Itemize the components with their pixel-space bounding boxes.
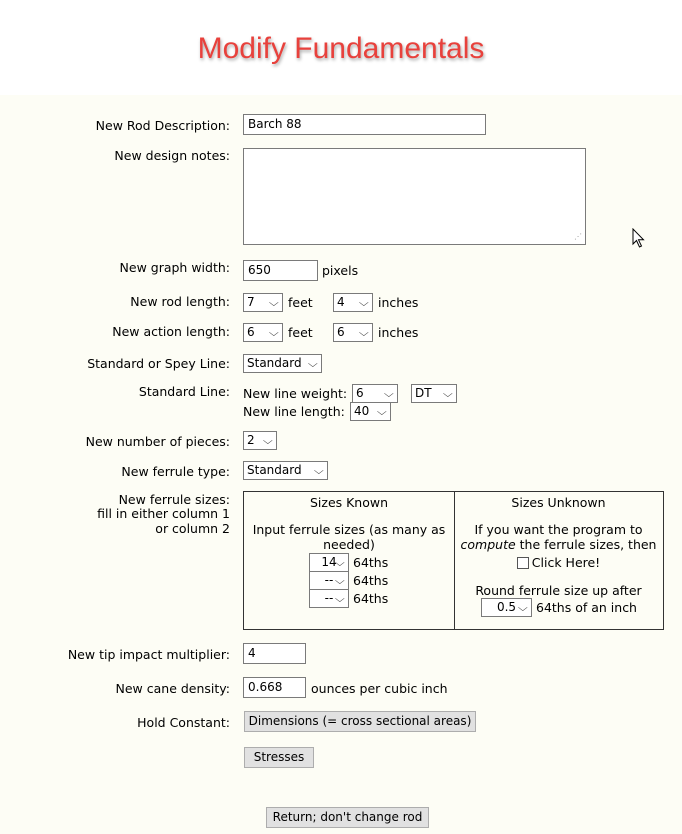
sizes-known-column bbox=[244, 492, 455, 629]
chevron-down-icon: ⌵ bbox=[263, 436, 274, 447]
chevron-down-icon: ⌵ bbox=[308, 359, 319, 370]
design-notes-label: New design notes: bbox=[114, 148, 230, 163]
ferrule-sizes-hint-1: fill in either column 1 bbox=[97, 506, 230, 521]
stresses-button[interactable]: Stresses bbox=[244, 747, 314, 768]
ferrule-type-label: New ferrule type: bbox=[121, 464, 230, 479]
compute-checkbox[interactable] bbox=[517, 557, 529, 569]
chevron-down-icon: ⌵ bbox=[335, 558, 346, 569]
compute-text-line2: compute the ferrule sizes, then bbox=[460, 537, 657, 552]
action-length-feet-unit: feet bbox=[288, 325, 313, 340]
resize-grip-icon[interactable]: ⋰ bbox=[574, 232, 582, 241]
design-notes-textarea[interactable] bbox=[243, 148, 586, 245]
chevron-down-icon: ⌵ bbox=[377, 407, 388, 418]
compute-checkbox-label[interactable]: Click Here! bbox=[531, 555, 601, 570]
chevron-down-icon: ⌵ bbox=[335, 576, 346, 587]
return-button[interactable]: Return; don't change rod bbox=[266, 807, 429, 828]
line-length-select[interactable]: 40 ⌵ bbox=[350, 402, 391, 421]
line-length-label: New line length: bbox=[243, 404, 345, 419]
graph-width-input[interactable]: 650 bbox=[243, 260, 318, 281]
action-length-feet-select[interactable]: 6 ⌵ bbox=[243, 323, 283, 342]
sizes-unknown-header: Sizes Unknown bbox=[511, 495, 606, 510]
ferrule-size-select-2[interactable]: -- ⌵ bbox=[309, 571, 349, 590]
ferrule-sizes-hint-2: or column 2 bbox=[155, 521, 230, 536]
line-type-select[interactable]: Standard ⌵ bbox=[243, 354, 322, 373]
graph-width-unit: pixels bbox=[322, 263, 359, 278]
compute-checkbox-row bbox=[454, 555, 663, 570]
rod-description-label: New Rod Description: bbox=[95, 118, 230, 133]
action-length-inches-select[interactable]: 6 ⌵ bbox=[333, 323, 373, 342]
line-weight-label: New line weight: bbox=[243, 386, 348, 401]
chevron-down-icon: ⌵ bbox=[269, 298, 280, 309]
rod-description-input[interactable]: Barch 88 bbox=[243, 114, 486, 135]
chevron-down-icon: ⌵ bbox=[359, 298, 370, 309]
chevron-down-icon: ⌵ bbox=[359, 328, 370, 339]
line-type-label: Standard or Spey Line: bbox=[87, 356, 230, 371]
ferrule-sizes-label: New ferrule sizes: bbox=[118, 492, 230, 507]
graph-width-label: New graph width: bbox=[119, 260, 230, 275]
line-taper-select[interactable]: DT ⌵ bbox=[411, 384, 457, 403]
ferrule-size-unit: 64ths bbox=[353, 573, 389, 588]
chevron-down-icon: ⌵ bbox=[518, 603, 529, 614]
ferrule-size-unit: 64ths bbox=[353, 555, 389, 570]
compute-text-line1: If you want the program to bbox=[474, 522, 643, 537]
ferrule-type-select[interactable]: Standard ⌵ bbox=[243, 461, 328, 480]
chevron-down-icon: ⌵ bbox=[384, 389, 395, 400]
rod-length-feet-select[interactable]: 7 ⌵ bbox=[243, 293, 283, 312]
ferrule-sizes-table bbox=[243, 491, 664, 630]
action-length-label: New action length: bbox=[112, 324, 230, 339]
mouse-cursor-icon bbox=[632, 228, 646, 248]
round-size-select[interactable]: 0.5 ⌵ bbox=[481, 598, 532, 617]
chevron-down-icon: ⌵ bbox=[335, 594, 346, 605]
hold-constant-label: Hold Constant: bbox=[137, 715, 230, 730]
pieces-select[interactable]: 2 ⌵ bbox=[243, 431, 277, 450]
round-unit: 64ths of an inch bbox=[536, 600, 637, 615]
ferrule-size-unit: 64ths bbox=[353, 591, 389, 606]
ferrule-size-select-1[interactable]: 14 ⌵ bbox=[309, 553, 349, 572]
rod-length-feet-unit: feet bbox=[288, 295, 313, 310]
tip-impact-label: New tip impact multiplier: bbox=[67, 647, 230, 662]
sizes-known-instruction: Input ferrule sizes (as many as needed) bbox=[252, 522, 446, 552]
chevron-down-icon: ⌵ bbox=[443, 389, 454, 400]
ferrule-size-select-3[interactable]: -- ⌵ bbox=[309, 589, 349, 608]
action-length-inches-unit: inches bbox=[378, 325, 419, 340]
standard-line-label: Standard Line: bbox=[138, 384, 230, 399]
sizes-unknown-column bbox=[454, 492, 663, 629]
sizes-known-header: Sizes Known bbox=[309, 495, 389, 510]
chevron-down-icon: ⌵ bbox=[269, 328, 280, 339]
round-label: Round ferrule size up after bbox=[475, 583, 642, 598]
rod-length-label: New rod length: bbox=[130, 294, 230, 309]
line-weight-select[interactable]: 6 ⌵ bbox=[352, 384, 398, 403]
cane-density-label: New cane density: bbox=[115, 681, 230, 696]
chevron-down-icon: ⌵ bbox=[314, 466, 325, 477]
page-title: Modify Fundamentals bbox=[197, 32, 485, 65]
cane-density-input[interactable]: 0.668 bbox=[243, 677, 306, 698]
cane-density-unit: ounces per cubic inch bbox=[311, 681, 448, 696]
rod-length-inches-unit: inches bbox=[378, 295, 419, 310]
tip-impact-input[interactable]: 4 bbox=[243, 643, 306, 664]
dimensions-button[interactable]: Dimensions (= cross sectional areas) bbox=[244, 711, 476, 732]
rod-length-inches-select[interactable]: 4 ⌵ bbox=[333, 293, 373, 312]
pieces-label: New number of pieces: bbox=[85, 434, 230, 449]
